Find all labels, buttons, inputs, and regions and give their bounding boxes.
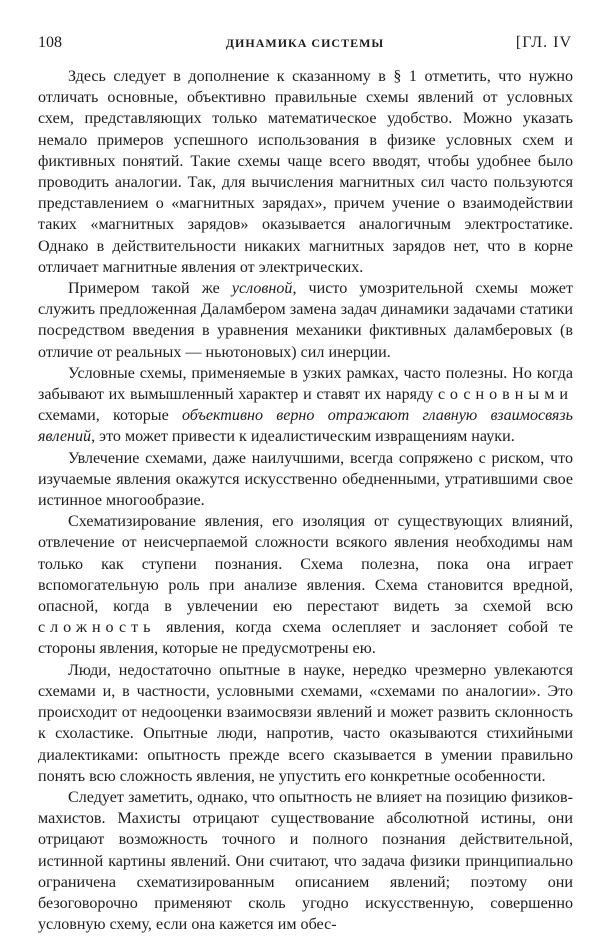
running-title: ДИНАМИКА СИСТЕМЫ [225, 36, 385, 50]
paragraph-3-text-a: Условные схемы, применяемые в узких рамках, часто полезны. Но когда забывают их вымышленный характер и ставят их наряду с [38, 364, 573, 404]
paragraph-2-emphasis: условной [231, 280, 293, 298]
chapter-label: [ГЛ. IV [515, 34, 572, 51]
paragraph-6: Люди, недостаточно опытные в науке, нередко чрезмерно увлекаются схемами и, в частности, условными схемами, «схемами по аналогии». Это происходит от недооценки взаимосвязи явлений и может развить склонность к схоластике. Опытные люди, напротив, часто оказываются стихийными диалектиками: опытность прежде всего сказывается в умении правильно понять всю сложность явления, не упустить его конкретные особенности. [38, 661, 573, 785]
running-header [38, 34, 572, 60]
paragraph-3-emphasis: объективно верно отражают главную взаимосвязь явлений [38, 407, 573, 446]
paragraph-3-spaced-word: основными [449, 386, 573, 404]
body-text [38, 66, 573, 935]
paragraph-2-text-a: Примером такой же [68, 280, 232, 298]
paragraph-3-text-b: схемами, которые [38, 407, 182, 425]
paragraph-2 [38, 278, 573, 363]
paragraph-1: Здесь следует в дополнение к сказанному в § 1 отметить, что нужно отличать основные, объективно правильные схемы явлений от условных схем, представляющих только математическое удобство. Можно указать немало примеров успешного использования в физике условных схем и фиктивных понятий. Такие схемы чаще всего вводят, чтобы удобнее было проводить аналогии. Так, для вычисления магнитных сил часто пользуются представлением о «магнитных зарядах», причем учение о взаимодействии таких «магнитных зарядов» оказывается аналогичным электростатике. Однако в действительности никаких магнитных зарядов нет, что в корне отличает магнитные явления от электрических. [38, 68, 573, 276]
page-number: 108 [38, 34, 62, 51]
paragraph-5-text-a: Схематизирование явления, его изоляция от существующих влияний, отвлечение от неисчерпаемой сложности всякого явления необходимы нам только как ступени познания. Схема полезна, пока она играет вспомогательную роль при анализе явления. Схема становится вредной, опасной, когда в увлечении ею перестают видеть за схемой всю [38, 513, 573, 616]
paragraph-7: Следует заметить, однако, что опытность не влияет на позицию физиков-махистов. Махисты отрицают существование абсолютной истины, они отрицают возможность точного и полного познания действительной, истинной картины явлений. Они считают, что задача физики принципиально ограничена схематизированным описанием явлений; поэтому они безоговорочно применяют сколь угодно искусственную, совершенно условную схему, если она кажется им обес- [38, 788, 573, 934]
paragraph-5 [38, 511, 573, 659]
paragraph-2-text-b: , чисто умозрительной схемы может служить предложенная Даламбером замена задач динамики задачами статики посредством введения в уравнения механики фиктивных даламберовых (в отличие от реальных — ньютоновых) сил инерции. [38, 280, 573, 361]
paragraph-4: Увлечение схемами, даже наилучшими, всегда сопряжено с риском, что изучаемые явления окажутся искусственно обедненными, утратившими свое истинное многообразие. [38, 449, 573, 510]
paragraph-5-spaced-word: сложность [38, 619, 156, 637]
paragraph-3 [38, 363, 573, 448]
paragraph-3-text-c: , это может привести к идеалистическим извращениям науки. [91, 428, 515, 446]
paragraph-5-text-b: явления, когда схема ослепляет и заслоняет собой те стороны явления, которые не предусмотрены ею. [38, 619, 573, 658]
